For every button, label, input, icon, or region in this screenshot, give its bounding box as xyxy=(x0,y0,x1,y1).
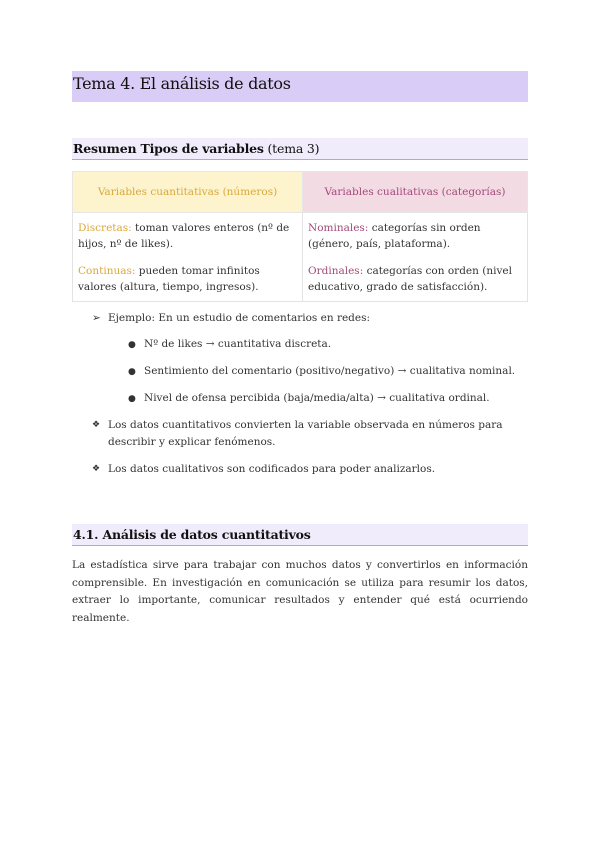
summary-heading xyxy=(73,141,528,156)
note-text: Los datos cualitativos son codificados para poder analizarlos. xyxy=(108,463,436,475)
note-item xyxy=(92,417,528,451)
cell-quantitative xyxy=(73,213,303,302)
summary-heading-bold: Resumen Tipos de variables xyxy=(73,141,264,156)
note-text: Los datos cuantitativos convierten la variable observada en números para describir y explicar fenómenos. xyxy=(108,419,503,448)
bullet-dot-icon: ● xyxy=(128,367,136,377)
qual-text: categorías con orden (nivel educativo, grado de satisfacción). xyxy=(308,265,512,293)
example-text: Ejemplo: En un estudio de comentarios en redes: xyxy=(108,312,371,324)
quant-item-discretas xyxy=(78,220,297,252)
bullet-dot-icon: ● xyxy=(128,340,136,350)
cell-qualitative xyxy=(303,213,528,302)
example-line xyxy=(92,312,370,324)
summary-heading-band xyxy=(72,138,528,160)
diamond-bullet-icon: ❖ xyxy=(92,464,101,474)
list-item xyxy=(128,392,490,404)
quant-key: Continuas: xyxy=(78,265,136,277)
quant-text: toman valores enteros (nº de hijos, nº de likes). xyxy=(78,222,290,250)
quant-key: Discretas: xyxy=(78,222,132,234)
list-item-text: Nivel de ofensa percibida (baja/media/alta) → cualitativa ordinal. xyxy=(144,392,490,404)
list-item-text: Nº de likes → cuantitativa discreta. xyxy=(144,338,332,350)
summary-heading-suffix: (tema 3) xyxy=(263,141,320,156)
qual-item-nominales xyxy=(308,220,522,252)
title-band xyxy=(72,71,528,102)
section-41-heading: 4.1. Análisis de datos cuantitativos xyxy=(73,527,311,542)
section-41-heading-band xyxy=(72,524,528,546)
header-qualitative: Variables cualitativas (categorías) xyxy=(303,172,528,213)
variables-table xyxy=(72,171,528,302)
header-quantitative: Variables cuantitativas (números) xyxy=(73,172,303,213)
qual-key: Ordinales: xyxy=(308,265,364,277)
quant-text: pueden tomar infinitos valores (altura, tiempo, ingresos). xyxy=(78,265,260,293)
note-item xyxy=(92,461,528,478)
qual-key: Nominales: xyxy=(308,222,369,234)
qual-item-ordinales xyxy=(308,263,522,295)
list-item xyxy=(128,338,331,350)
list-item xyxy=(128,365,515,377)
list-item-text: Sentimiento del comentario (positivo/negativo) → cualitativa nominal. xyxy=(144,365,516,377)
qual-text: categorías sin orden (género, país, plataforma). xyxy=(308,222,481,250)
page-title: Tema 4. El análisis de datos xyxy=(73,74,291,93)
section-41-paragraph: La estadística sirve para trabajar con muchos datos y convertirlos en información comprensible. En investigación en comunicación se utiliza para resumir los datos, extraer lo importante, comunicar resultados y entender qué está ocurriendo realmente. xyxy=(72,559,528,624)
quant-item-continuas xyxy=(78,263,297,295)
diamond-bullet-icon: ❖ xyxy=(92,420,101,430)
bullet-dot-icon: ● xyxy=(128,394,136,404)
arrow-bullet-icon: ➢ xyxy=(92,312,101,324)
